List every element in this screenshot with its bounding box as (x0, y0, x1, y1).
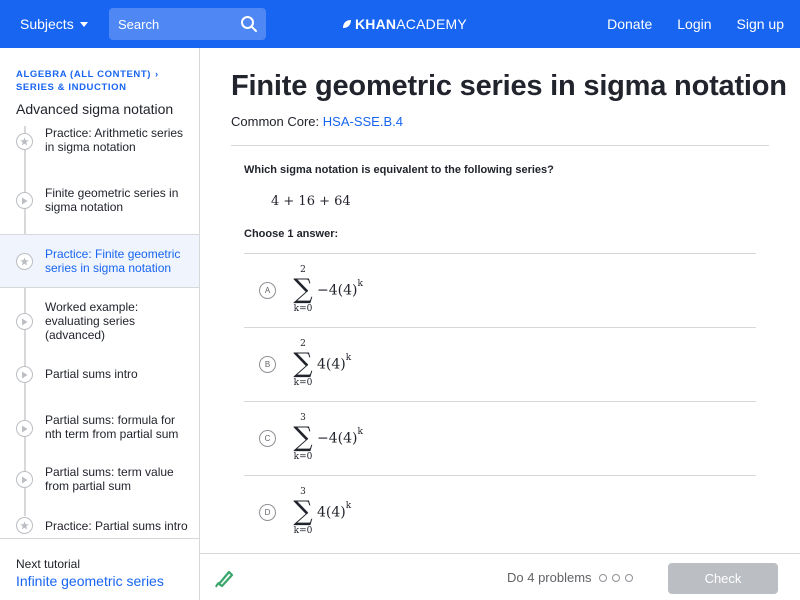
choice-letter: D (259, 504, 276, 521)
problem-count: Do 4 problems (507, 570, 592, 585)
sidebar-item-label: Partial sums: term value from partial sum (45, 465, 174, 493)
page-title: Finite geometric series in sigma notation (231, 70, 787, 102)
logo-khan: KHAN (355, 16, 397, 32)
sigma-icon: ∑ (293, 496, 313, 527)
sidebar-item[interactable] (0, 288, 199, 356)
answer-choice-b[interactable] (244, 328, 756, 402)
sidebar-item[interactable] (0, 356, 199, 400)
subjects-label: Subjects (20, 16, 74, 32)
lower-limit: k=0 (293, 526, 313, 536)
star-icon (16, 517, 33, 534)
base: (4) (325, 504, 346, 521)
upper-limit: 2 (300, 339, 306, 349)
coefficient: −4 (317, 282, 338, 299)
sidebar-item-label: Partial sums intro (45, 367, 138, 381)
check-button[interactable]: Check (668, 563, 778, 594)
star-icon (16, 253, 33, 270)
divider (0, 538, 199, 539)
khan-academy-logo[interactable] (342, 0, 467, 48)
sidebar-list (0, 126, 199, 547)
coefficient: 4 (317, 356, 326, 373)
sigma-icon: ∑ (293, 422, 313, 453)
leaf-icon (342, 19, 352, 29)
top-nav-bar (0, 0, 800, 48)
search-icon[interactable] (240, 15, 258, 33)
progress-dot (625, 574, 633, 582)
search-input[interactable] (109, 8, 266, 40)
progress-dot (599, 574, 607, 582)
sidebar (0, 48, 200, 600)
exponent: k (357, 427, 363, 437)
donate-link[interactable]: Donate (607, 16, 653, 32)
answer-choice-c[interactable] (244, 402, 756, 476)
sidebar-item-label: Partial sums: formula for nth term from partial sum (45, 413, 179, 441)
sidebar-item-label: Practice: Partial sums intro (45, 519, 188, 533)
sidebar-item-label: Worked example: evaluating series (advanced) (45, 300, 139, 342)
play-icon (16, 192, 33, 209)
series-expression: 4 + 16 + 64 (271, 194, 351, 209)
sidebar-item-label: Practice: Finite geometric series in sigma notation (45, 247, 181, 275)
sidebar-item[interactable] (0, 507, 199, 547)
common-core-link[interactable]: HSA-SSE.B.4 (322, 114, 403, 129)
subjects-menu[interactable] (20, 0, 88, 48)
sidebar-item[interactable] (0, 126, 199, 183)
next-tutorial-link[interactable]: Infinite geometric series (16, 573, 164, 589)
sigma-icon: ∑ (293, 274, 313, 305)
coefficient: 4 (317, 504, 326, 521)
star-icon (16, 133, 33, 150)
scratchpad-pencil-icon[interactable] (214, 567, 236, 589)
upper-limit: 3 (300, 487, 306, 497)
exercise-footer (200, 553, 800, 600)
progress-dot (612, 574, 620, 582)
sigma-icon: ∑ (293, 348, 313, 379)
tutorial-title: Advanced sigma notation (16, 101, 174, 117)
base: (4) (337, 282, 358, 299)
answer-choice-a[interactable] (244, 254, 756, 328)
breadcrumb-current[interactable]: SERIES & INDUCTION (16, 82, 127, 93)
lower-limit: k=0 (293, 304, 313, 314)
exponent: k (345, 501, 352, 511)
login-link[interactable]: Login (677, 16, 712, 32)
choice-letter: C (259, 430, 276, 447)
signup-link[interactable]: Sign up (736, 16, 784, 32)
lower-limit: k=0 (293, 378, 313, 388)
divider (231, 145, 769, 146)
choose-prompt: Choose 1 answer: (244, 228, 339, 240)
common-core-label: Common Core: (231, 114, 320, 129)
breadcrumb[interactable] (16, 68, 159, 94)
play-icon (16, 366, 33, 383)
chevron-right-icon: › (155, 69, 159, 80)
coefficient: −4 (317, 430, 338, 447)
play-icon (16, 420, 33, 437)
sidebar-item-active[interactable] (0, 234, 199, 288)
exponent: k (357, 279, 363, 289)
choice-letter: A (259, 282, 276, 299)
base: (4) (337, 430, 358, 447)
base: (4) (325, 356, 346, 373)
next-tutorial-label: Next tutorial (16, 557, 81, 571)
choice-letter: B (259, 356, 276, 373)
question-text: Which sigma notation is equivalent to the following series? (244, 164, 554, 176)
play-icon (16, 471, 33, 488)
sidebar-item[interactable] (0, 400, 199, 456)
upper-limit: 2 (300, 265, 306, 275)
sidebar-item[interactable] (0, 183, 199, 234)
progress-dots (599, 574, 633, 582)
search-placeholder: Search (118, 16, 160, 32)
common-core (231, 114, 403, 129)
sidebar-item-label: Finite geometric series in sigma notation (45, 186, 179, 214)
logo-academy: ACADEMY (396, 16, 467, 32)
play-icon (16, 313, 33, 330)
breadcrumb-parent[interactable]: ALGEBRA (ALL CONTENT) (16, 69, 152, 80)
sidebar-item[interactable] (0, 456, 199, 507)
caret-down-icon (80, 22, 88, 27)
upper-limit: 3 (300, 413, 306, 423)
answer-choice-d[interactable] (244, 476, 756, 550)
lower-limit: k=0 (293, 452, 313, 462)
exponent: k (345, 353, 352, 363)
sidebar-item-label: Practice: Arithmetic series in sigma notation (45, 126, 184, 154)
